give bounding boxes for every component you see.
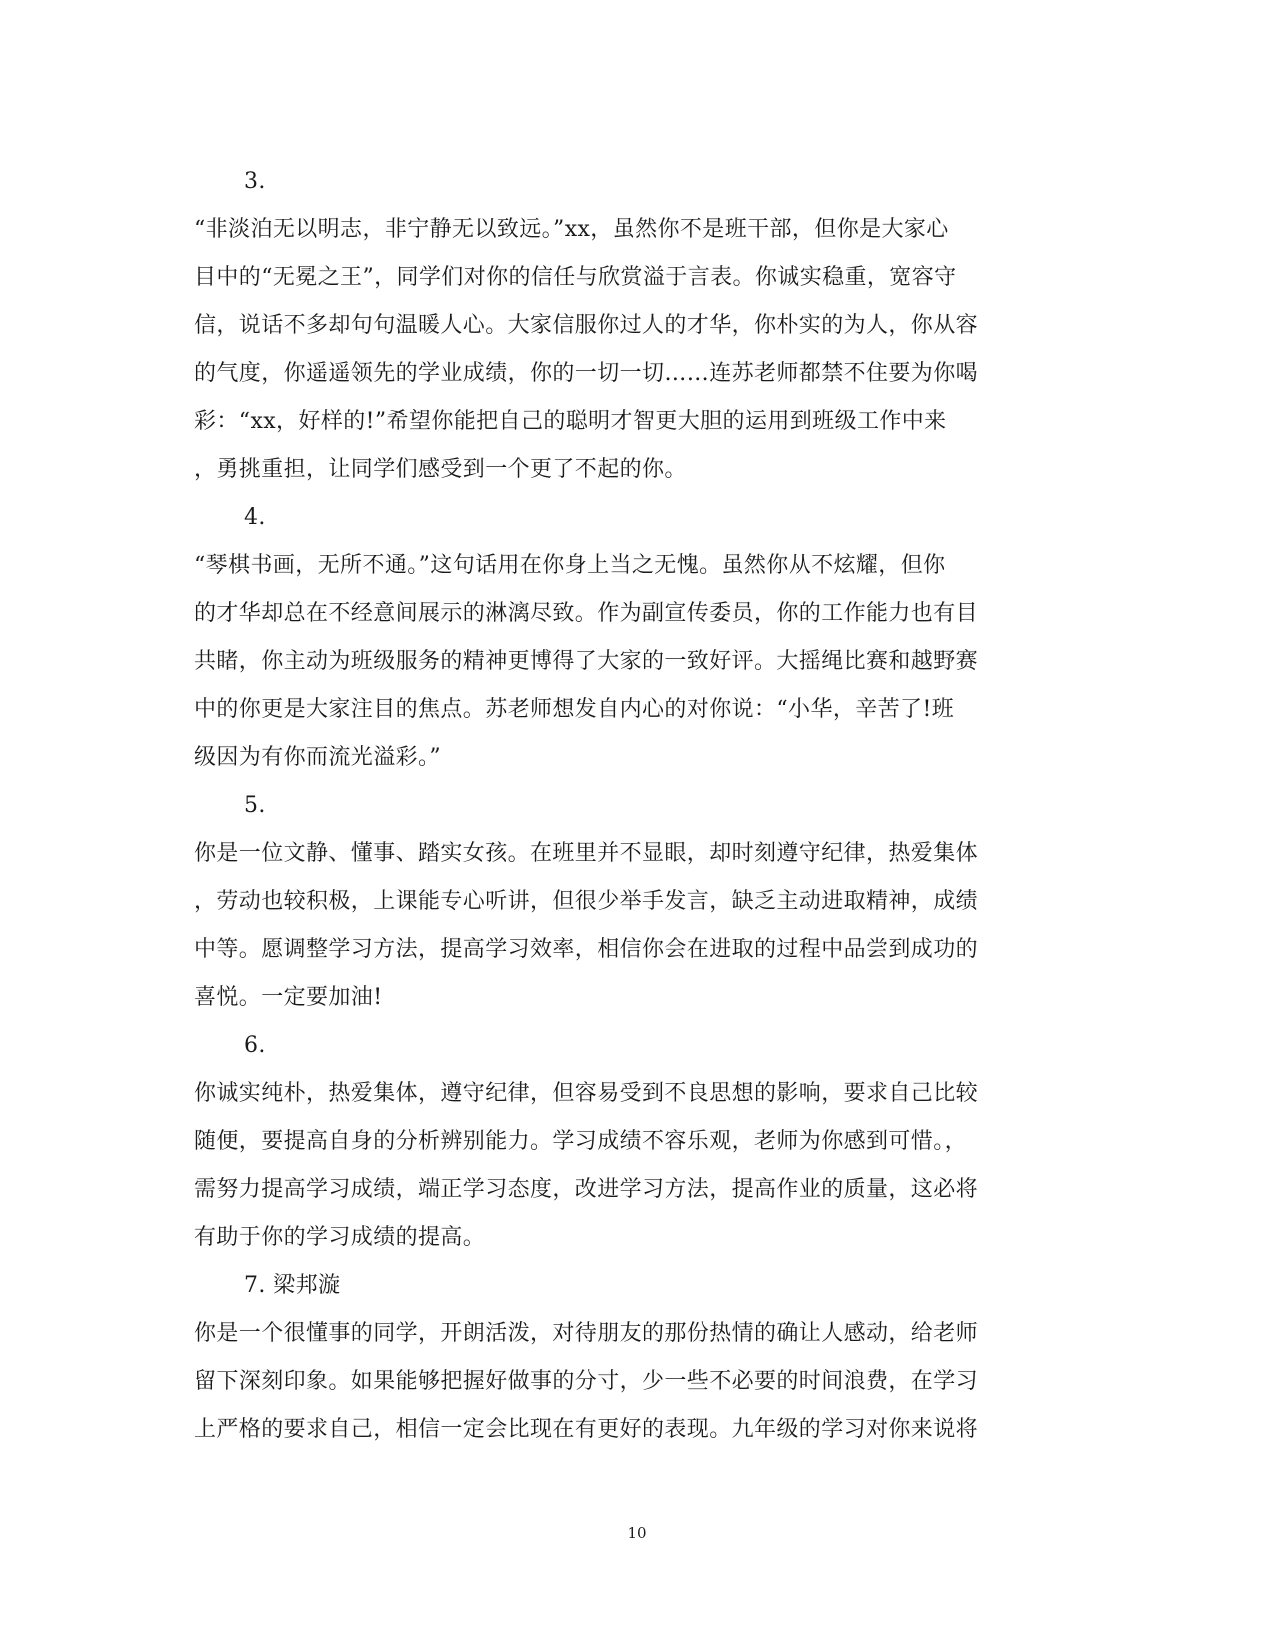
text-line: 上严格的要求自己，相信一定会比现在有更好的表现。九年级的学习对你来说将 (194, 1417, 979, 1442)
item-number: 5. (244, 793, 266, 818)
page-number: 10 (627, 1524, 647, 1542)
text-line: 的才华却总在不经意间展示的淋漓尽致。作为副宣传委员，你的工作能力也有目 (194, 601, 979, 626)
item-number: 4. (244, 505, 266, 530)
item-number: 7. 梁邦漩 (244, 1273, 341, 1298)
text-line: 目中的“无冕之王”，同学们对你的信任与欣赏溢于言表。你诚实稳重，宽容守 (194, 265, 957, 290)
text-line: “非淡泊无以明志，非宁静无以致远。”xx，虽然你不是班干部，但你是大家心 (194, 217, 949, 242)
text-line: 的气度，你遥遥领先的学业成绩，你的一切一切……连苏老师都禁不住要为你喝 (194, 361, 979, 386)
text-line: “琴棋书画，无所不通。”这句话用在你身上当之无愧。虽然你从不炫耀，但你 (194, 553, 946, 578)
text-line: 需努力提高学习成绩，端正学习态度，改进学习方法，提高作业的质量，这必将 (194, 1177, 979, 1202)
text-line: 随便，要提高自身的分析辨别能力。学习成绩不容乐观，老师为你感到可惜。， (194, 1129, 968, 1154)
text-line: 彩：“xx，好样的!”希望你能把自己的聪明才智更大胆的运用到班级工作中来 (194, 409, 947, 434)
item-number: 3. (244, 169, 266, 194)
text-line: ，劳动也较积极，上课能专心听讲，但很少举手发言，缺乏主动进取精神，成绩 (194, 889, 979, 914)
text-line: 你是一个很懂事的同学，开朗活泼，对待朋友的那份热情的确让人感动，给老师 (194, 1321, 979, 1346)
text-line: 你是一位文静、懂事、踏实女孩。在班里并不显眼，却时刻遵守纪律，热爱集体 (194, 841, 979, 866)
text-line: 喜悦。一定要加油! (194, 985, 383, 1010)
text-line: 共睹，你主动为班级服务的精神更博得了大家的一致好评。大摇绳比赛和越野赛 (194, 649, 979, 674)
text-line: 级因为有你而流光溢彩。” (194, 745, 442, 770)
text-line: ，勇挑重担，让同学们感受到一个更了不起的你。 (194, 457, 687, 482)
text-line: 中的你更是大家注目的焦点。苏老师想发自内心的对你说：“小华，辛苦了!班 (194, 697, 955, 722)
text-line: 信，说话不多却句句温暖人心。大家信服你过人的才华，你朴实的为人，你从容 (194, 313, 979, 338)
text-line: 有助于你的学习成绩的提高。 (194, 1225, 486, 1250)
item-number: 6. (244, 1033, 266, 1058)
document-body (194, 158, 1074, 1454)
text-line: 中等。愿调整学习方法，提高学习效率，相信你会在进取的过程中品尝到成功的 (194, 937, 979, 962)
text-line: 你诚实纯朴，热爱集体，遵守纪律，但容易受到不良思想的影响，要求自己比较 (194, 1081, 979, 1106)
text-line: 留下深刻印象。如果能够把握好做事的分寸，少一些不必要的时间浪费，在学习 (194, 1369, 979, 1394)
